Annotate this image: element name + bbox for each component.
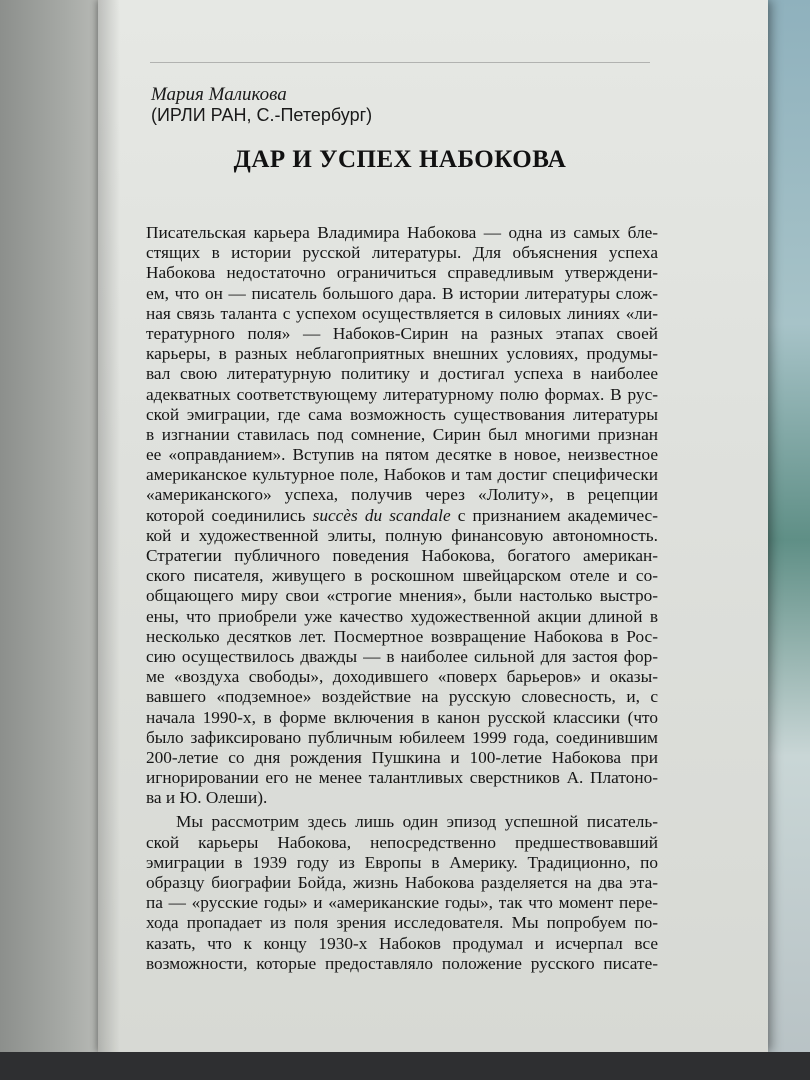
text-line: которой соединились succès du scandale с признанием академичес- [146, 505, 658, 525]
text-line: ского писателя, живущего в роскошном швейцарском отеле и со- [146, 566, 658, 586]
text-line: тературного поля» — Набоков-Сирин на разных этапах своей [146, 323, 658, 343]
text-line: ме «воздуха свободы», доходившего «поверх барьеров» и оказы- [146, 667, 658, 687]
text-line: образцу биографии Бойда, жизнь Набокова разделяется на два эта- [146, 873, 658, 892]
text-line: кой и художественной элиты, полную финансовую автономность. [146, 525, 658, 545]
article-title: ДАР И УСПЕХ НАБОКОВА [233, 146, 567, 173]
text-line: 200-летие со дня рождения Пушкина и 100-летие Набокова при [146, 747, 658, 767]
text-line: американское культурное поле, Набоков и там достиг специфически [146, 465, 658, 485]
text-line: «американского» успеха, получив через «Лолиту», в рецепции [146, 485, 658, 505]
text-line: сию осуществилось дважды — в наиболее сильной для застоя фор- [146, 646, 658, 666]
paragraph-1 [146, 223, 658, 808]
text-line: общающего миру свои «строгие мнения», были настолько выстро- [146, 586, 658, 606]
paragraph-2 [146, 812, 658, 974]
text-line: карьеры, в разных неблагоприятных внешних условиях, продумы- [146, 344, 658, 364]
text-line: начала 1990-х, в форме включения в канон русской классики (что [146, 707, 658, 727]
text-line: ены, что приобрели уже качество художественной акции длиной в [146, 606, 658, 626]
text-line: возможности, которые предоставляло положение русского писате- [146, 953, 658, 973]
text-line: было зафиксировано публичным юбилеем 1999 года, соединившим [146, 727, 658, 747]
text-line: Писательская карьера Владимира Набокова — одна из самых бле- [146, 223, 658, 242]
text-line: ва и Ю. Олеши). [146, 788, 268, 808]
bottom-edge [0, 1052, 810, 1080]
text-line: адекватных соответствующему литературному полю формах. В рус- [146, 384, 658, 404]
text-line: ской карьеры Набокова, непосредственно предшествовавший [146, 832, 658, 852]
text-line: Набокова недостаточно ограничиться справедливым утверждени- [146, 263, 658, 283]
text-line: Мы рассмотрим здесь лишь один эпизод успешной писатель- [176, 812, 658, 832]
text-line: ная связь таланта с успехом осуществляется в силовых линиях «ли- [146, 303, 658, 323]
text-line: ем, что он — писатель большого дара. В истории литературы слож- [146, 283, 658, 303]
text-line: Стратегии публичного поведения Набокова, богатого американ- [146, 546, 658, 565]
text-line: па — «русские годы» и «американские годы», так что момент пере- [146, 893, 658, 913]
text-line: ее «оправданием». Вступив на пятом десятке в новое, неизвестное [146, 445, 658, 465]
text-line: стящих в истории русской литературы. Для объяснения успеха [146, 243, 658, 263]
text-line: вал свою литературную политику и достигал успеха в наиболее [146, 364, 658, 384]
text-line: игнорировании его не менее талантливых сверстников А. Платоно- [146, 768, 658, 788]
text-line: вавшего «подземное» воздействие на русскую словесность, и, с [146, 687, 658, 707]
text-line: хода пропадает из поля зрения исследователя. Мы попробуем по- [146, 913, 658, 933]
text-line: в изгнании ставилась под сомнение, Сирин был многими признан [146, 424, 658, 444]
author-affiliation: (ИРЛИ РАН, С.-Петербург) [151, 105, 373, 125]
author-name: Мария Маликова [151, 84, 287, 105]
text-line: эмиграции в 1939 году из Европы в Америку. Традиционно, по [146, 852, 658, 872]
text-line: ской эмиграции, где сама возможность существования литературы [146, 404, 658, 424]
text-line: несколько десятков лет. Посмертное возвращение Набокова в Рос- [146, 626, 658, 646]
text-line: казать, что к концу 1930-х Набоков продумал и исчерпал все [146, 933, 658, 953]
article-body [146, 223, 658, 974]
page-gutter-shadow [98, 0, 120, 1052]
running-header [150, 52, 650, 63]
